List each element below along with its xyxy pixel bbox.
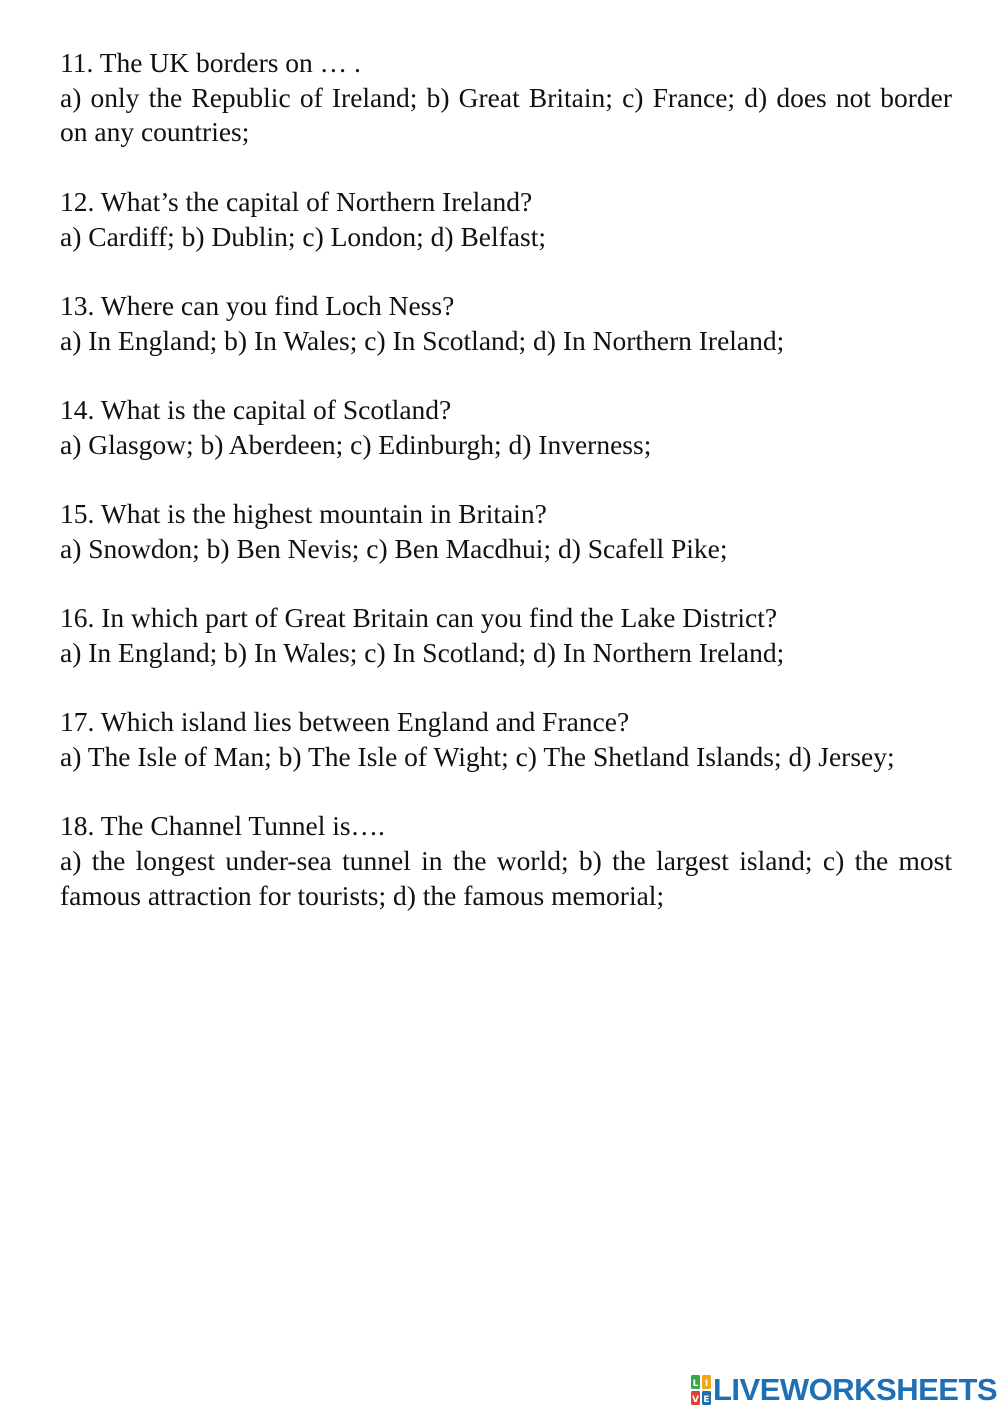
question-text: 11. The UK borders on … . xyxy=(60,47,361,78)
answer-options: a) Glasgow; b) Aberdeen; c) Edinburgh; d) Inverness; xyxy=(60,428,652,460)
question-15 xyxy=(60,497,952,566)
answer-options: a) Cardiff; b) Dublin; c) London; d) Belfast; xyxy=(60,220,546,252)
liveworksheets-brand xyxy=(691,1372,997,1408)
question-11 xyxy=(60,46,952,150)
question-text: 12. What’s the capital of Northern Ireland? xyxy=(60,185,533,217)
answer-options: a) the longest under-sea tunnel in the world; b) the largest island; c) the most famous attraction for tourists; d) the famous memorial; xyxy=(60,845,952,911)
svg-text:I: I xyxy=(704,1379,709,1389)
question-text: 15. What is the highest mountain in Britain? xyxy=(60,498,547,530)
question-14 xyxy=(60,393,952,462)
question-17 xyxy=(60,705,952,774)
brand-name: LIVEWORKSHEETS xyxy=(713,1372,998,1407)
question-16 xyxy=(60,601,952,670)
worksheet-page xyxy=(60,46,952,948)
question-text: 13. Where can you find Loch Ness? xyxy=(60,289,455,321)
svg-text:V: V xyxy=(692,1395,699,1405)
answer-options: a) In England; b) In Wales; c) In Scotland; d) In Northern Ireland; xyxy=(60,636,785,668)
answer-options: a) Snowdon; b) Ben Nevis; c) Ben Macdhui; d) Scafell Pike; xyxy=(60,532,728,564)
answer-options: a) The Isle of Man; b) The Isle of Wight; c) The Shetland Islands; d) Jersey; xyxy=(60,740,895,772)
svg-text:E: E xyxy=(703,1395,710,1405)
svg-text:L: L xyxy=(692,1379,699,1389)
question-13 xyxy=(60,289,952,358)
question-text: 14. What is the capital of Scotland? xyxy=(60,393,452,425)
question-12 xyxy=(60,185,952,254)
liveworksheets-logo-icon xyxy=(691,1375,711,1405)
answer-options: a) only the Republic of Ireland; b) Great Britain; c) France; d) does not border on any countries; xyxy=(60,81,952,148)
question-18 xyxy=(60,809,952,913)
question-text: 17. Which island lies between England and France? xyxy=(60,706,630,738)
question-text: 16. In which part of Great Britain can you find the Lake District? xyxy=(60,602,778,634)
answer-options: a) In England; b) In Wales; c) In Scotland; d) In Northern Ireland; xyxy=(60,324,785,356)
question-text: 18. The Channel Tunnel is…. xyxy=(60,810,385,842)
